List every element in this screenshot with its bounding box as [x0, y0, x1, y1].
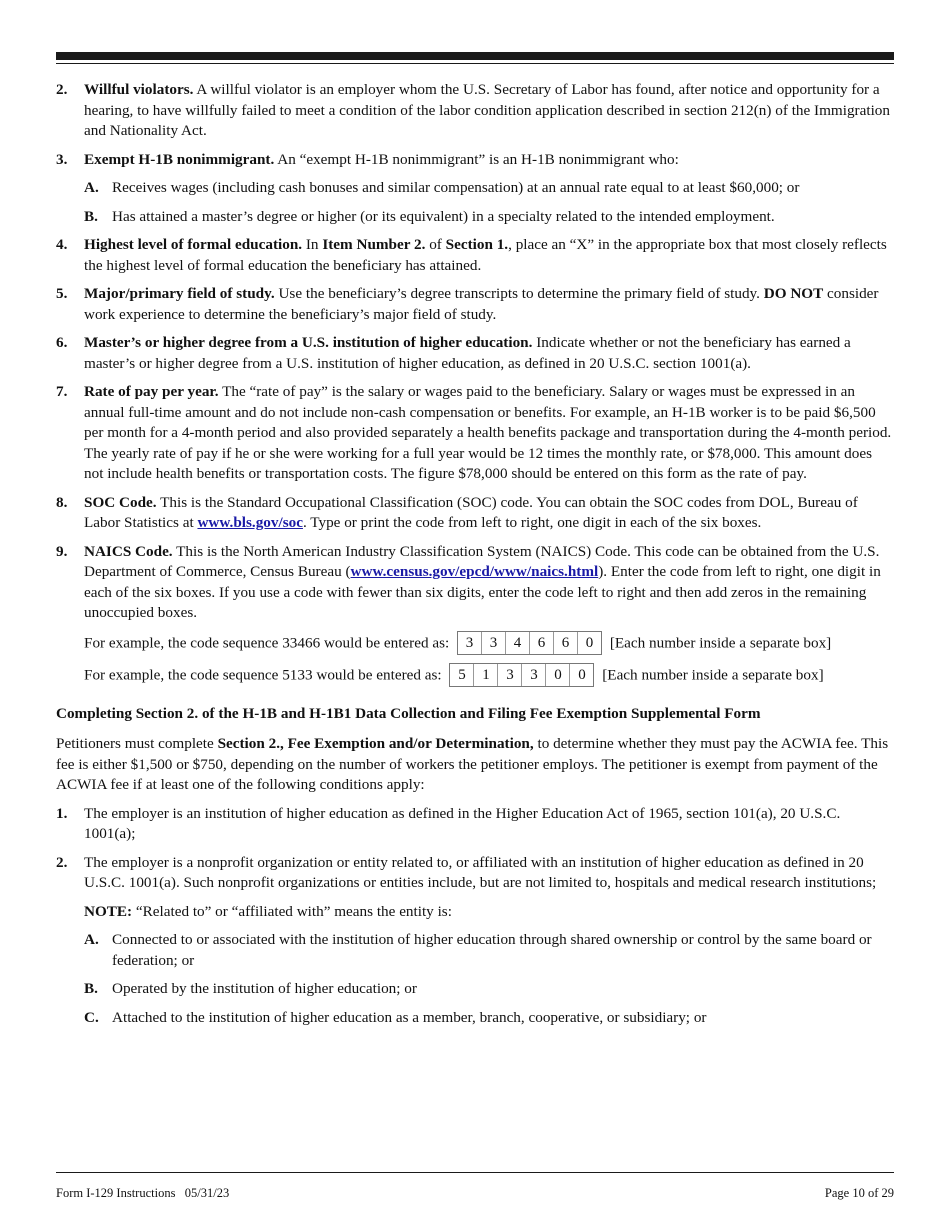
code-digit-box: 3 [482, 632, 506, 654]
item-text: An “exempt H-1B nonimmigrant” is an H-1B nonimmigrant who: [277, 150, 679, 168]
code-digit-box: 4 [506, 632, 530, 654]
code-digit-box: 0 [578, 666, 586, 683]
code-digit-box: 0 [585, 634, 594, 651]
item-text: This is the Standard Occupational Classification (SOC) code. You can obtain the SOC codes from DOL, Bureau of Labor Statistics at [84, 493, 858, 531]
item-number: 7. [56, 383, 68, 400]
section-2-heading: Completing Section 2. of the H-1B and H-1B1 Data Collection and Filing Fee Exemption Supplemental Form [56, 704, 761, 722]
exemption-item-1 [56, 804, 894, 845]
intro-text: Petitioners must complete [56, 735, 214, 752]
item-number: 8. [56, 493, 68, 511]
item-highest-education [56, 235, 894, 276]
sub-item-b [84, 207, 894, 228]
item-ref: Item Number 2. [322, 236, 426, 253]
item-title: SOC Code. [84, 493, 157, 511]
item-text: ). Enter the code from left to right, one digit in each of the six boxes. If you use a code with fewer than six digits, enter the code left to right and then add zeros in the remaining unoccupied boxes. [84, 563, 881, 621]
sub-item-a [84, 178, 894, 199]
item-number: 2. [56, 81, 68, 98]
bls-soc-link[interactable]: www.bls.gov/soc [197, 514, 303, 531]
item-number: 9. [56, 542, 68, 560]
example-lead: For example, the code sequence 5133 would be entered as: [84, 665, 442, 683]
code-digit-box: 1 [474, 664, 498, 686]
note-sub-c [84, 1008, 894, 1029]
sub-item-text: Receives wages (including cash bonuses and similar compensation) at an annual rate equal to at least $60,000; or [112, 179, 800, 196]
intro-bold: Section 2., Fee Exemption and/or Determination, [217, 735, 534, 752]
item-number: 1. [56, 804, 68, 822]
footer-form-id: Form I-129 Instructions 05/31/23 [56, 1186, 230, 1200]
item-title: Exempt H-1B nonimmigrant. [84, 150, 275, 168]
code-boxes [449, 663, 594, 687]
sub-item-letter: C. [84, 1008, 99, 1026]
item-text: The employer is an institution of higher education as defined in the Higher Education Act of 1965, section 101(a), 20 U.S.C. 1001(a); [84, 804, 841, 842]
item-text: . Type or print the code from left to right, one digit in each of the six boxes. [302, 514, 762, 531]
item-title: Rate of pay per year. [84, 383, 219, 400]
code-digit-box: 3 [498, 664, 522, 686]
item-text: consider work experience to determine the beneficiary’s major field of study. [84, 285, 879, 323]
header-rule-thick [56, 52, 894, 60]
item-major-field [56, 284, 894, 325]
note-sub-b [84, 979, 894, 1000]
item-masters-degree [56, 333, 894, 374]
code-digit-box: 0 [546, 664, 570, 686]
sub-item-letter: B. [84, 207, 98, 225]
note-label: NOTE: [84, 902, 133, 920]
item-text: The employer is a nonprofit organization or entity related to, or affiliated with an institution of higher education as defined in 20 U.S.C. 1001(a). Such nonprofit organizations or entities include, but are not limited to, hospitals and medical research institutions; [84, 853, 877, 891]
example-tail: [Each number inside a separate box] [609, 633, 832, 651]
header-rule-thin [56, 63, 894, 64]
item-title: Master’s or higher degree from a U.S. institution of higher education. [84, 334, 533, 351]
item-title: Willful violators. [84, 81, 194, 98]
item-text: The “rate of pay” is the salary or wages paid to the beneficiary. Salary or wages must be expressed in an annual full-time amount and do not include non-cash compensation or benefits. For example, an H-1B worker is to be paid $6,500 per month for a 4-month period and also provided separately a health benefits package and transportation during the 4-month period. The yearly rate of pay if he or she were working for a full year would be 12 times the monthly rate, or $78,000. This amount does not include health benefits or transportation costs. The figure $78,000 should be entered on this form as the rate of pay. [84, 383, 892, 482]
item-text: Use the beneficiary’s degree transcripts to determine the primary field of study. [278, 285, 760, 302]
item-exempt-h1b [56, 150, 894, 228]
item-text: , place an “X” in the appropriate box that most closely reflects the highest level of formal education the beneficiary has attained. [84, 236, 887, 274]
item-number: 6. [56, 334, 68, 351]
example-tail: [Each number inside a separate box] [602, 665, 824, 683]
item-text: of [429, 236, 442, 253]
item-text: A willful violator is an employer whom the U.S. Secretary of Labor has found, after notice and opportunity for a hearing, to have willfully failed to meet a condition of the labor condition application described in section 212(n) of the Immigration and Nationality Act. [84, 81, 890, 139]
sub-item-text: Has attained a master’s degree or higher (or its equivalent) in a specialty related to the intended employment. [112, 207, 775, 225]
item-number: 3. [56, 150, 68, 168]
note [84, 902, 894, 923]
sub-item-text: Connected to or associated with the institution of higher education through shared ownership or control by the same board or federation; or [112, 931, 872, 969]
section-ref: Section 1. [445, 236, 509, 253]
item-number: 5. [56, 285, 68, 302]
example-lead: For example, the code sequence 33466 would be entered as: [84, 633, 450, 651]
emphasis: DO NOT [763, 285, 824, 302]
code-digit-box: 3 [522, 664, 546, 686]
code-digit-box: 3 [458, 632, 482, 654]
item-soc-code [56, 493, 894, 534]
item-willful-violators [56, 80, 894, 142]
item-text: Indicate whether or not the beneficiary has earned a master’s or higher degree from a U.S. institution of higher education, as defined in 20 U.S.C. section 1001(a). [84, 334, 851, 372]
intro-text: to determine whether they must pay the ACWIA fee. This fee is either $1,500 or $750, depending on the number of workers the petitioner employs. The petitioner is exempt from payment of the ACWIA fee if at least one of the following conditions apply: [56, 735, 889, 793]
sub-item-letter: B. [84, 980, 98, 997]
item-text: In [305, 236, 319, 253]
code-example-1 [84, 632, 894, 656]
item-number: 2. [56, 853, 68, 871]
sub-item-text: Operated by the institution of higher education; or [112, 980, 417, 997]
note-sub-a [84, 930, 894, 971]
item-title: NAICS Code. [84, 542, 173, 560]
code-digit-box: 6 [554, 632, 578, 654]
item-rate-of-pay [56, 382, 894, 485]
footer-rule [56, 1172, 894, 1173]
document-page [56, 0, 894, 1230]
census-naics-link[interactable]: www.census.gov/epcd/www/naics.html [350, 563, 599, 580]
code-boxes [457, 631, 602, 655]
item-text: This is the North American Industry Classification System (NAICS) Code. This code can be obtained from the U.S. Department of Commerce, Census Bureau ( [84, 542, 880, 580]
sub-item-letter: A. [84, 931, 99, 948]
item-number: 4. [56, 236, 68, 253]
sub-item-letter: A. [84, 179, 99, 196]
note-text: “Related to” or “affiliated with” means the entity is: [135, 902, 452, 920]
item-title: Highest level of formal education. [84, 236, 303, 253]
item-title: Major/primary field of study. [84, 285, 275, 302]
footer-page-number: Page 10 of 29 [824, 1186, 894, 1200]
instructions-body [56, 80, 894, 1036]
section-2-intro [56, 734, 894, 796]
exemption-item-2 [56, 853, 894, 1029]
code-example-2 [84, 664, 894, 688]
code-digit-box: 5 [450, 664, 474, 686]
code-digit-box: 6 [530, 632, 554, 654]
item-naics-code [56, 542, 894, 688]
sub-item-text: Attached to the institution of higher education as a member, branch, cooperative, or subsidiary; or [112, 1008, 707, 1026]
